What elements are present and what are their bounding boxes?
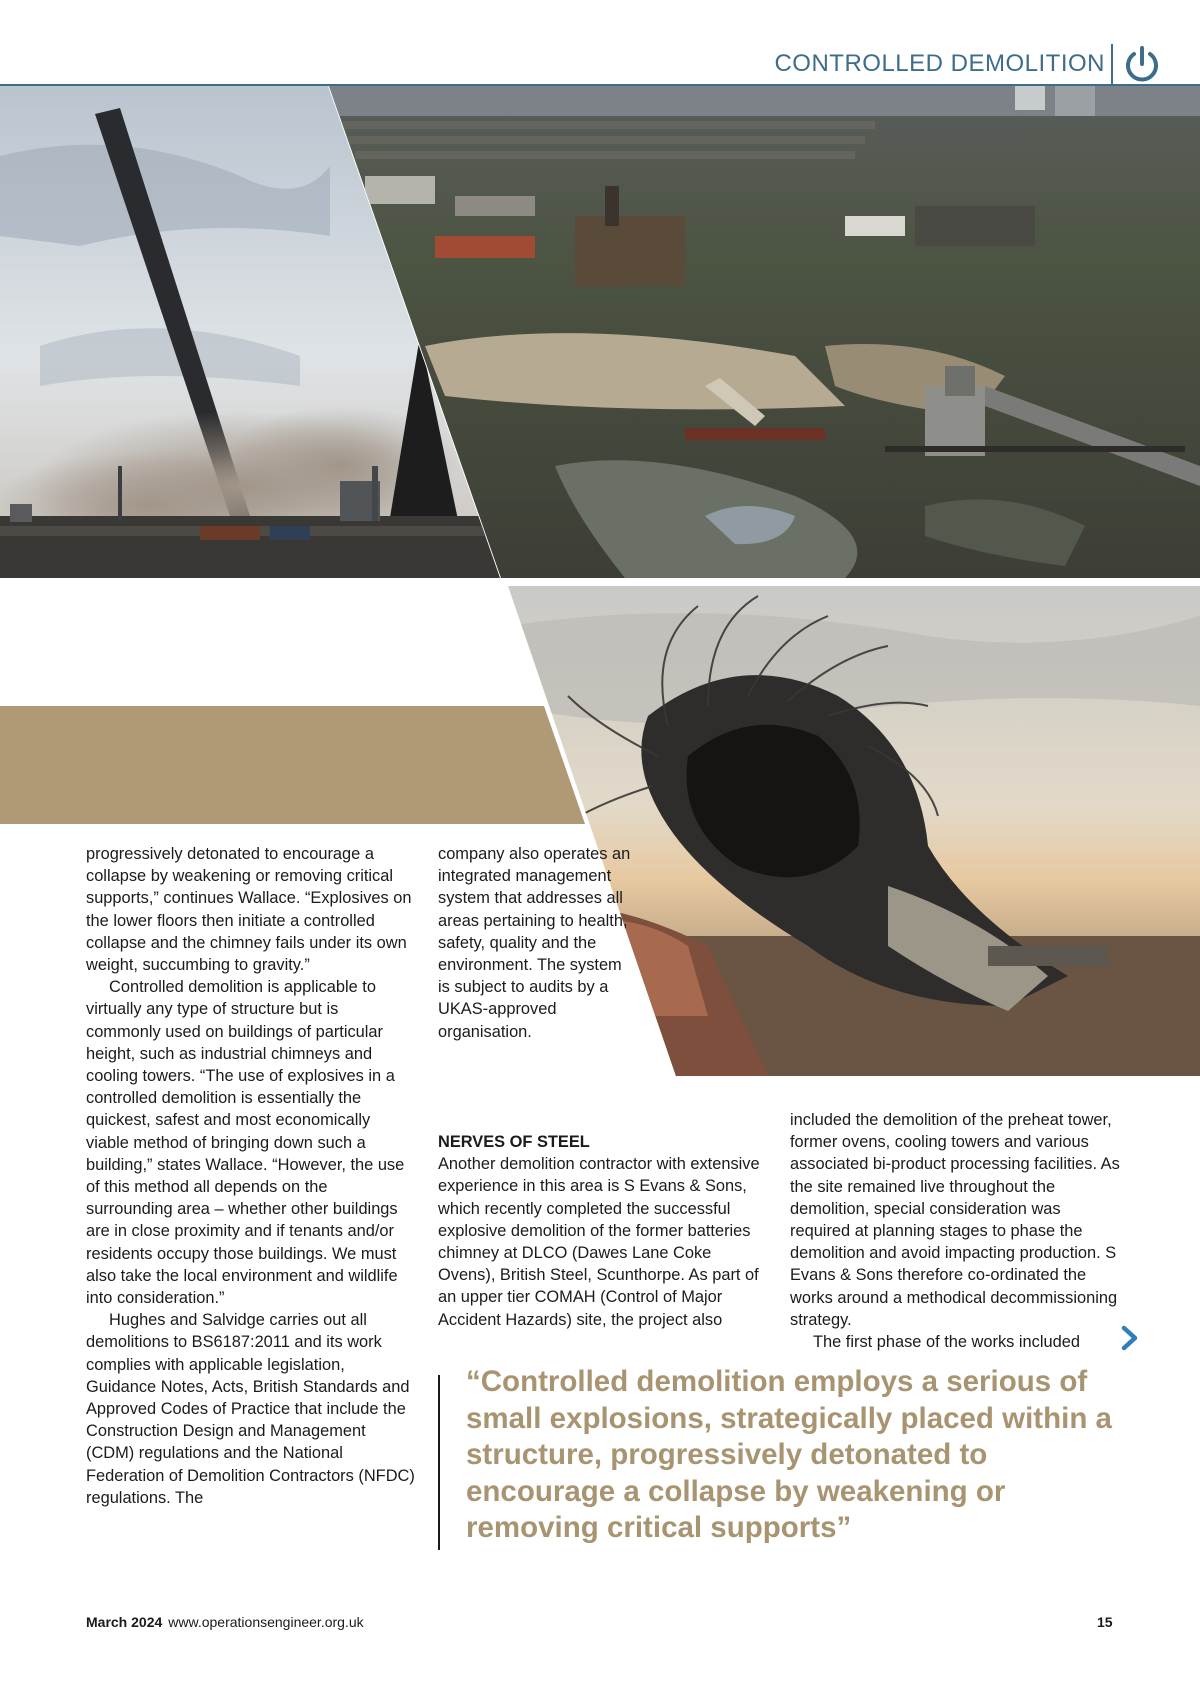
col1-paragraph-1: progressively detonated to encourage a collapse by weakening or removing critical supports,” continues Wallace. “Explosives on the lower floors then initiate a controlled collapse and the chimney fails under its own weight, succumbing to gravity.” [86, 845, 412, 975]
section-label: CONTROLLED DEMOLITION [774, 50, 1105, 77]
col2-paragraph-2: Another demolition contractor with extensive experience in this area is S Evans & Sons, which recently completed the successful explosive demolition of the former batteries chimney at DLCO (Dawes Lane Coke Ovens), British Steel, Scunthorpe. As part of an upper tier COMAH (Control of Major Accident Hazards) site, the project also [438, 1155, 760, 1329]
footer-url[interactable]: www.operationsengineer.org.uk [168, 1614, 364, 1630]
body-column-2 [438, 843, 638, 1043]
body-column-1 [86, 843, 416, 1509]
pull-quote-rule [438, 1375, 440, 1550]
col3-paragraph-2: The first phase of the works included [813, 1333, 1080, 1352]
tan-accent-band [0, 706, 585, 824]
col3-paragraph-1: included the demolition of the preheat tower, former ovens, cooling towers and various associated bi-product processing facilities. As the site remained live throughout the demolition, special consideration was required at planning stages to phase the demolition and avoid impacting production. S Evans & Sons therefore co-ordinated the works around a methodical decommissioning strategy. [790, 1111, 1120, 1329]
body-column-2-lower [438, 1131, 773, 1331]
chevron-right-icon[interactable] [1118, 1322, 1142, 1354]
page-number: 15 [1097, 1614, 1113, 1630]
pull-quote: “Controlled demolition employs a serious of small explosions, strategically placed within a structure, progressively detonated to encourage a collapse by weakening or removing critical supports” [466, 1365, 1112, 1544]
header-rule [0, 84, 1200, 86]
footer-info [86, 1614, 364, 1630]
col2-paragraph-1: company also operates an integrated management system that addresses all areas pertaining to health, safety, quality and the environment. The system is subject to audits by a UKAS-approved organisation. [438, 845, 631, 1041]
col1-paragraph-2: Controlled demolition is applicable to virtually any type of structure but is commonly used on buildings of particular height, such as industrial chimneys and cooling towers. “The use of explosives in a controlled demolition is essentially the quickest, safest and most economically viable method of bringing down such a building,” states Wallace. “However, the use of this method all depends on the surrounding area – whether other buildings are in close proximity and if tenants and/or residents occupy those buildings. We must also take the local environment and wildlife into consideration.” [86, 978, 405, 1308]
header-divider [1111, 44, 1113, 84]
power-icon [1122, 44, 1162, 84]
footer-date: March 2024 [86, 1614, 163, 1630]
subheading: NERVES OF STEEL [438, 1133, 590, 1151]
body-column-3 [790, 1109, 1125, 1353]
col1-paragraph-3: Hughes and Salvidge carries out all demolitions to BS6187:2011 and its work complies with applicable legislation, Guidance Notes, Acts, British Standards and Approved Codes of Practice that include the Construction Design and Management (CDM) regulations and the National Federation of Demolition Contractors (NFDC) regulations. The [86, 1311, 415, 1507]
